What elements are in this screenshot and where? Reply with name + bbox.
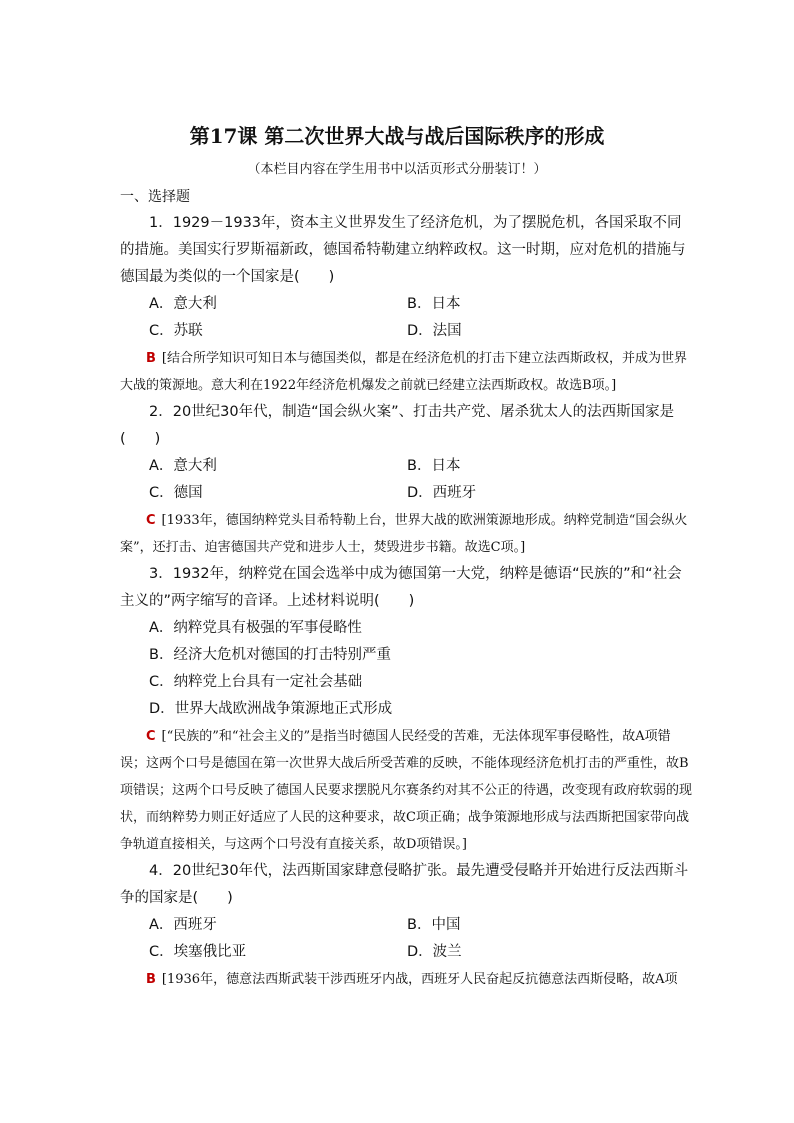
option-list	[120, 912, 695, 966]
section-heading: 一、选择题	[120, 189, 190, 205]
page-title: 第17课 第二次世界大战与战后国际秩序的形成	[189, 124, 605, 148]
question-4	[120, 858, 695, 993]
option-b: B．中国	[407, 917, 461, 933]
answer-explanation	[120, 966, 695, 993]
answer-key: C	[146, 729, 156, 744]
question-stem: 4．20世纪30年代，法西斯国家肆意侵略扩张。最先遭受侵略并开始进行反法西斯斗争的国家是( )	[120, 863, 689, 906]
option-c: C．纳粹党上台具有一定社会基础	[149, 674, 363, 690]
explanation-text: [“民族的”和“社会主义的”是指当时德国人民经受的苦难，无法体现军事侵略性，故A项错误；这两个口号是德国在第一次世界大战后所受苦难的反映，不能体现经济危机打击的严重性，故B项错误；这两个口号反映了德国人民要求摆脱凡尔赛条约对其不公正的待遇，改变现有政府软弱的现状，而纳粹势力则正好适应了人民的这种要求，故C项正确；战争策源地形成与法西斯把国家带向战争轨道直接相关，与这两个口号没有直接关系，故D项错误。]	[120, 729, 693, 852]
option-list	[120, 291, 695, 345]
option-d: D．世界大战欧洲战争策源地正式形成	[149, 701, 393, 717]
option-c: C．德国	[149, 485, 203, 501]
answer-explanation	[120, 345, 695, 399]
question-1	[120, 210, 695, 399]
answer-explanation	[120, 723, 695, 858]
option-a: A．纳粹党具有极强的军事侵略性	[149, 620, 362, 636]
explanation-text: [1933年，德国纳粹党头目希特勒上台，世界大战的欧洲策源地形成。纳粹党制造“国会纵火案”，还打击、迫害德国共产党和进步人士，焚毁进步书籍。故选C项。]	[120, 513, 688, 555]
answer-key: B	[146, 972, 156, 987]
question-3	[120, 561, 695, 858]
answer-explanation	[120, 507, 695, 561]
question-stem: 1．1929－1933年，资本主义世界发生了经济危机，为了摆脱危机，各国采取不同的措施。美国实行罗斯福新政，德国希特勒建立纳粹政权。这一时期，应对危机的措施与德国最为类似的一个国家是( )	[120, 215, 686, 285]
explanation-text: [1936年，德意法西斯武装干涉西班牙内战，西班牙人民奋起反抗德意法西斯侵略，故A项	[161, 972, 678, 987]
page-subtitle: （本栏目内容在学生用书中以活页形式分册装订！）	[247, 162, 547, 177]
question-2	[120, 399, 695, 561]
explanation-text: [结合所学知识可知日本与德国类似，都是在经济危机的打击下建立法西斯政权，并成为世界大战的策源地。意大利在1922年经济危机爆发之前就已经建立法西斯政权。故选B项。]	[120, 351, 687, 393]
option-d: D．西班牙	[407, 485, 477, 501]
option-list	[120, 615, 695, 723]
question-list	[120, 210, 695, 993]
option-a: A．意大利	[149, 296, 217, 312]
question-stem: 2．20世纪30年代，制造“国会纵火案”、打击共产党、屠杀犹太人的法西斯国家是( )	[120, 404, 675, 447]
option-c: C．埃塞俄比亚	[149, 944, 247, 960]
question-stem: 3．1932年，纳粹党在国会选举中成为德国第一大党，纳粹是德语“民族的”和“社会主义的”两字缩写的音译。上述材料说明( )	[120, 566, 682, 609]
option-c: C．苏联	[149, 323, 203, 339]
answer-key: C	[146, 513, 156, 528]
option-d: D．法国	[407, 323, 462, 339]
option-d: D．波兰	[407, 944, 462, 960]
option-b: B．日本	[407, 296, 461, 312]
option-b: B．经济大危机对德国的打击特别严重	[149, 647, 391, 663]
option-a: A．意大利	[149, 458, 217, 474]
answer-key: B	[146, 351, 156, 366]
option-list	[120, 453, 695, 507]
option-b: B．日本	[407, 458, 461, 474]
option-a: A．西班牙	[149, 917, 217, 933]
